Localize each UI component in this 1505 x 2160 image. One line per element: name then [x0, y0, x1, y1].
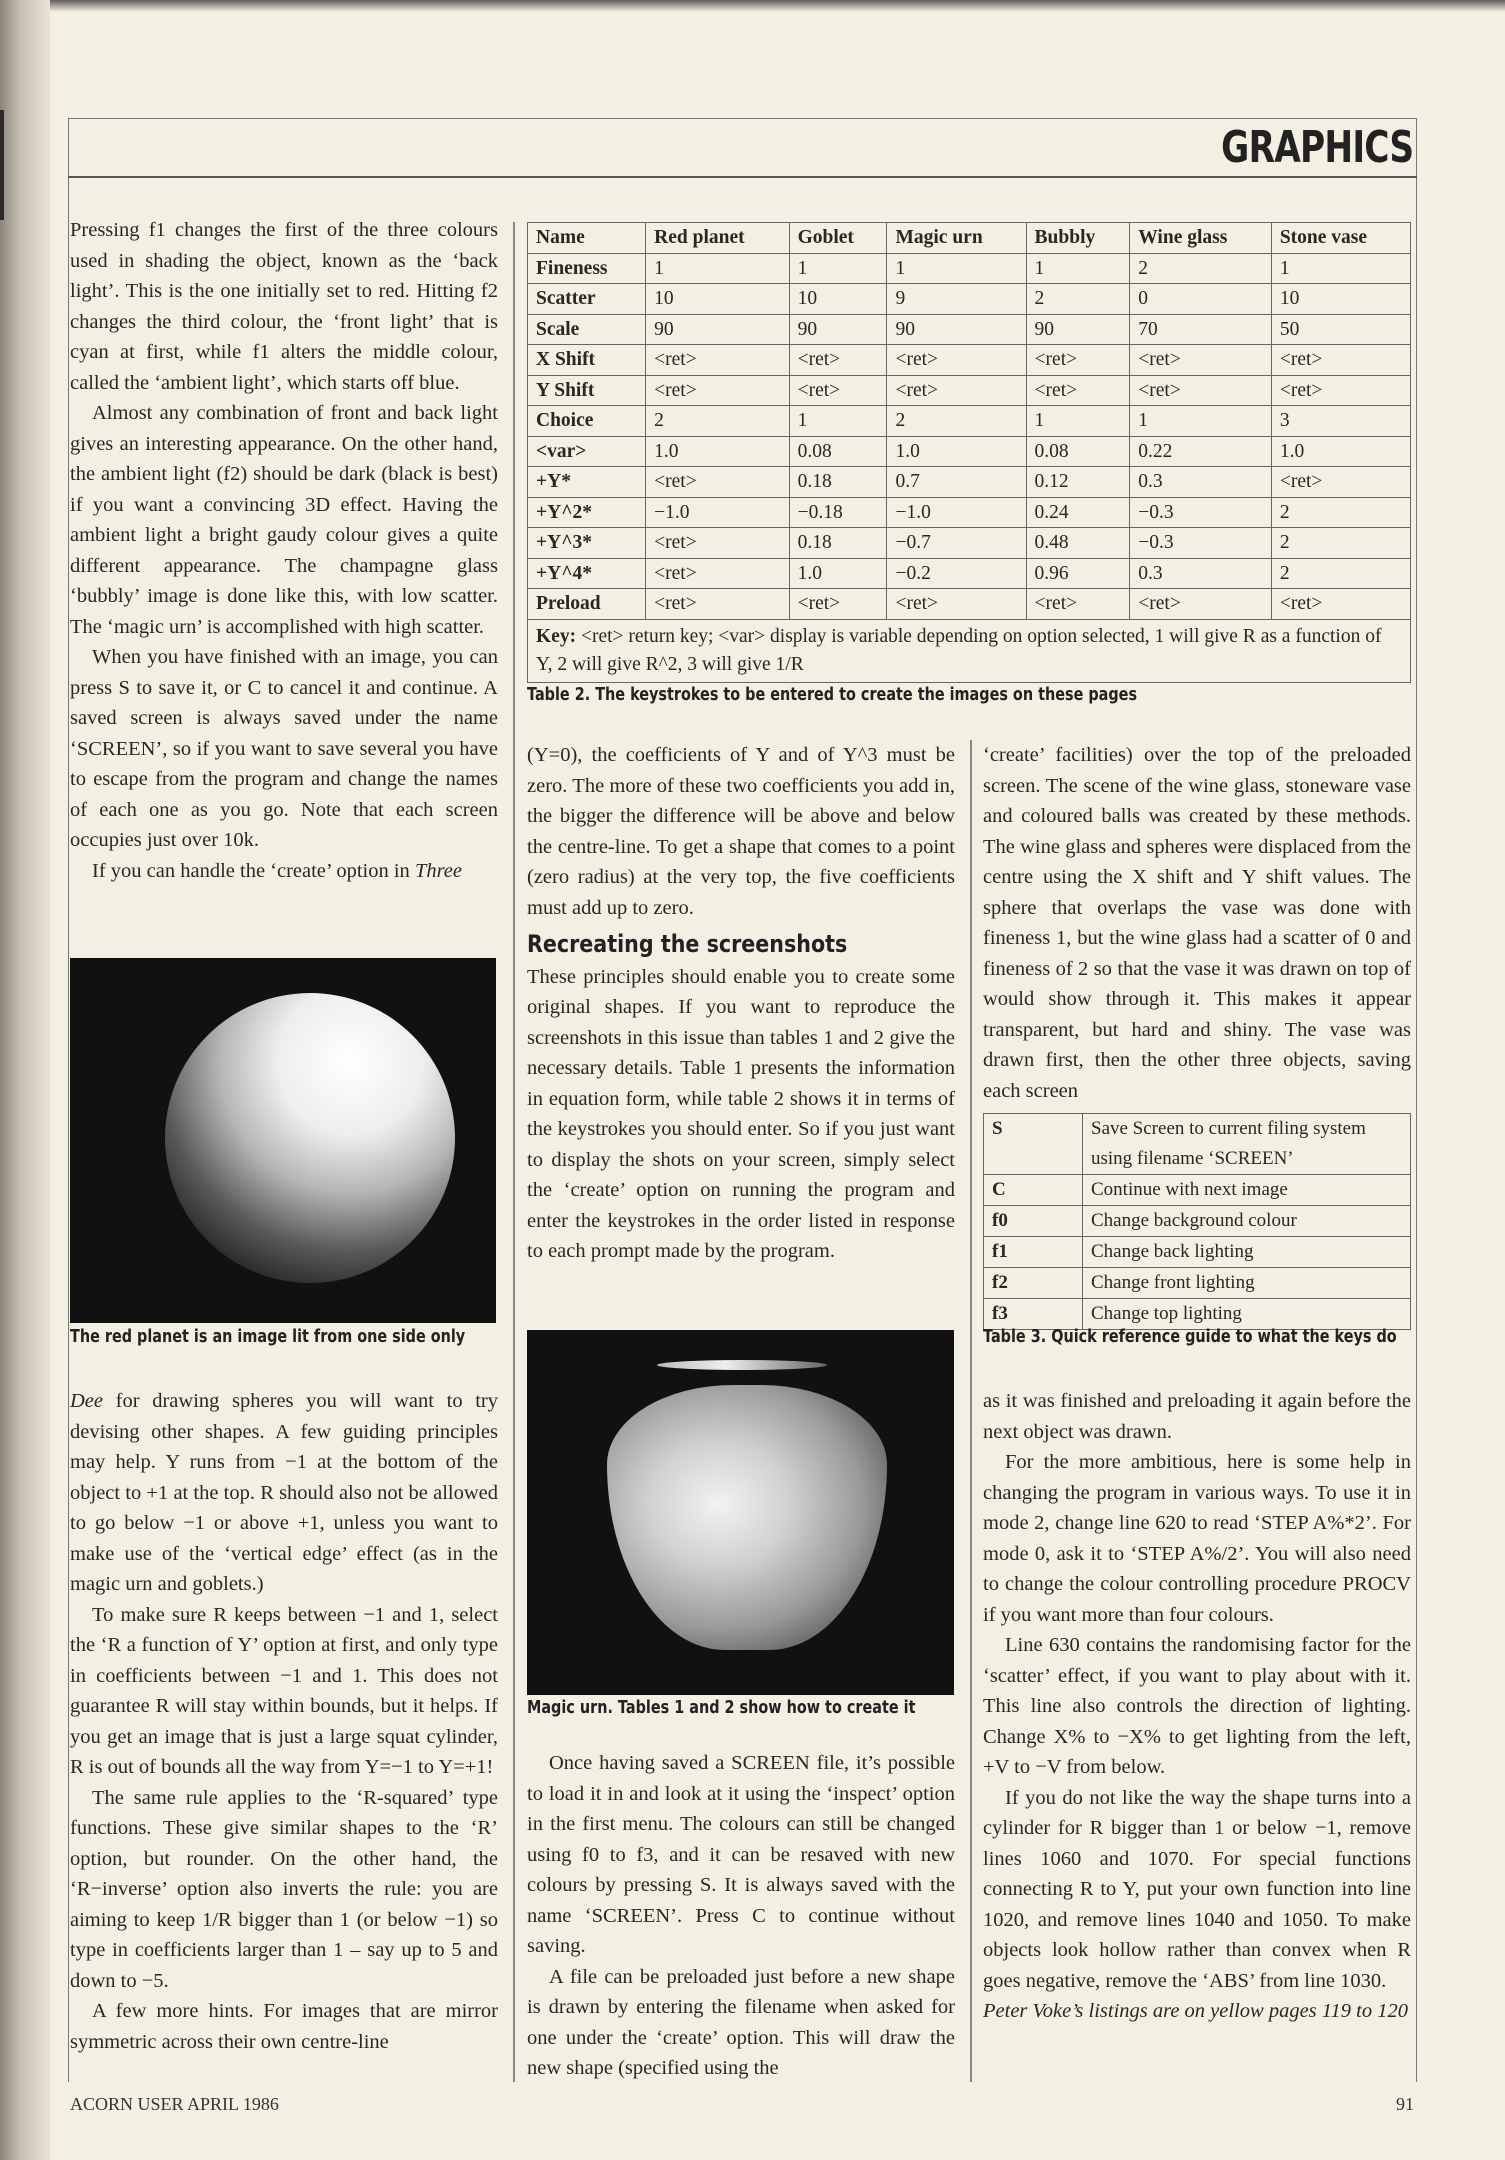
column-header: Wine glass	[1130, 223, 1272, 254]
red-planet-image	[70, 958, 496, 1323]
binding-spine	[0, 0, 50, 2160]
table-cell: 10	[789, 284, 887, 315]
table-cell: 90	[1026, 314, 1130, 345]
table-cell: 1.0	[887, 436, 1026, 467]
table-cell: 0.12	[1026, 467, 1130, 498]
table-cell: 2	[1271, 558, 1410, 589]
row-header: Choice	[528, 406, 646, 437]
paragraph: To make sure R keeps between −1 and 1, select the ‘R a function of Y’ option at first, and only type in coefficients between −1 and 1. This does not guarantee R will stay within bounds, but it helps. If you get an image that is just a large squat cylinder, R is out of bounds all the way from Y=−1 to Y=+1!	[70, 1603, 498, 1778]
key-reference-table	[983, 1113, 1411, 1330]
paragraph: Line 630 contains the randomising factor for the ‘scatter’ effect, if you want to play about with it. This line also controls the direction of lighting. Change X% to −X% to get lighting from the left, +V to −V from below.	[983, 1634, 1411, 1778]
table-row	[528, 345, 1411, 376]
table-caption: Table 3. Quick reference guide to what the keys do	[983, 1326, 1397, 1347]
table-cell: 1	[1026, 406, 1130, 437]
row-header: Fineness	[528, 253, 646, 284]
row-header: +Y^2*	[528, 497, 646, 528]
key-name: C	[984, 1175, 1083, 1206]
column-header: Name	[528, 223, 646, 254]
column-header: Bubbly	[1026, 223, 1130, 254]
table-cell: 1	[789, 406, 887, 437]
spine-mark	[0, 110, 4, 220]
paragraph: These principles should enable you to create some original shapes. If you want to reproduce the screenshots in this issue than tables 1 and 2 give the necessary details. Table 1 presents the information in equation form, while table 2 shows it in terms of the keystrokes you should enter. So if you just want to display the shots on your screen, simply select the ‘create’ option on running the program and enter the keystrokes in the order listed in response to each prompt made by the program.	[527, 965, 955, 1262]
table-row	[528, 467, 1411, 498]
table-cell: 0.3	[1130, 558, 1272, 589]
figure-caption: Magic urn. Tables 1 and 2 show how to create it	[527, 1697, 916, 1718]
table-cell: 2	[1271, 528, 1410, 559]
row-header: Scale	[528, 314, 646, 345]
table-cell: 90	[789, 314, 887, 345]
table-key-row	[528, 619, 1411, 682]
table-cell: −0.3	[1130, 528, 1272, 559]
table-cell: <ret>	[887, 345, 1026, 376]
key-label: Key:	[536, 625, 577, 647]
key-name: f1	[984, 1237, 1083, 1268]
table-cell: −1.0	[646, 497, 789, 528]
table-header-row	[528, 223, 1411, 254]
paragraph: A file can be preloaded just before a new shape is drawn by entering the filename when asked for one under the ‘create’ option. This will draw the new shape (specified using the	[527, 1965, 955, 2079]
table-cell: −1.0	[887, 497, 1026, 528]
table-cell: 2	[887, 406, 1026, 437]
program-name: Dee	[70, 1390, 104, 1412]
table-cell: 1	[646, 253, 789, 284]
row-header: X Shift	[528, 345, 646, 376]
table-cell: 0.18	[789, 528, 887, 559]
text-run: for drawing spheres you will want to try devising other shapes. A few guiding principles may help. Y runs from −1 at the bottom of the object to +1 at the top. R should also not be allowed to go below −1 or above +1, unless you want to make use of the ‘vertical edge’ effect (as in the magic urn and goblets.)	[70, 1390, 498, 1595]
table-cell: 1	[887, 253, 1026, 284]
magic-urn-image	[527, 1330, 954, 1695]
table-caption: Table 2. The keystrokes to be entered to create the images on these pages	[527, 684, 1138, 705]
credit-text: Peter Voke’s listings are on yellow pages 119 to 120	[983, 2000, 1408, 2022]
table-cell: 2	[646, 406, 789, 437]
table-cell: 10	[1271, 284, 1410, 315]
paragraph: A few more hints. For images that are mirror symmetric across their own centre-line	[70, 2000, 498, 2053]
key-description: Change background colour	[1083, 1206, 1411, 1237]
key-name: S	[984, 1114, 1083, 1175]
table-row	[984, 1114, 1411, 1175]
table-cell: <ret>	[1130, 345, 1272, 376]
table-row	[528, 558, 1411, 589]
table-cell: 0.22	[1130, 436, 1272, 467]
table-cell: 9	[887, 284, 1026, 315]
paragraph: Once having saved a SCREEN file, it’s possible to load it in and look at it using the ‘inspect’ option in the first menu. The colours can still be changed using f0 to f3, and it can be resaved with new colours by pressing S. It is always saved with the name ‘SCREEN’. Press C to continue without saving.	[527, 1752, 955, 1957]
table-row	[528, 284, 1411, 315]
paragraph: When you have finished with an image, you can press S to save it, or C to cancel it and continue. A saved screen is always saved under the name ‘SCREEN’, so if you want to save several you have to escape from the program and change the names of each one as you go. Note that each screen occupies just over 10k.	[70, 646, 498, 851]
page-top-edge	[50, 0, 1505, 12]
table-cell: <ret>	[1271, 589, 1410, 620]
key-name: f0	[984, 1206, 1083, 1237]
urn-rim	[657, 1360, 827, 1370]
table-cell: <ret>	[646, 558, 789, 589]
table-cell: <ret>	[1026, 589, 1130, 620]
table-cell: 0	[1130, 284, 1272, 315]
key-description: Change top lighting	[1083, 1299, 1411, 1330]
key-name: f3	[984, 1299, 1083, 1330]
column-header: Goblet	[789, 223, 887, 254]
column-rule	[513, 222, 515, 2082]
figure-caption: The red planet is an image lit from one side only	[70, 1326, 466, 1347]
key-name: f2	[984, 1268, 1083, 1299]
table-cell: 2	[1130, 253, 1272, 284]
column-rule	[970, 740, 972, 2082]
table-cell: 1	[1026, 253, 1130, 284]
table-cell: 0.18	[789, 467, 887, 498]
table-cell: <ret>	[887, 589, 1026, 620]
table-row	[528, 436, 1411, 467]
table-cell: <ret>	[646, 345, 789, 376]
key-description: Change back lighting	[1083, 1237, 1411, 1268]
table-cell: −0.2	[887, 558, 1026, 589]
program-name: Three	[414, 859, 463, 882]
author-credit	[983, 1996, 1411, 2027]
table-cell: 0.24	[1026, 497, 1130, 528]
row-header: +Y*	[528, 467, 646, 498]
table-cell: <ret>	[887, 375, 1026, 406]
paragraph: If you do not like the way the shape turns into a cylinder for R bigger than 1 or below −1, remove lines 1060 and 1070. For special functions connecting R to Y, put your own function into line 1020, and remove lines 1040 and 1050. To make objects look hollow rather than convex when R goes negative, remove the ‘ABS’ from line 1030.	[983, 1786, 1411, 1992]
table-cell: 0.7	[887, 467, 1026, 498]
table-cell: 70	[1130, 314, 1272, 345]
table-cell: −0.7	[887, 528, 1026, 559]
column-3	[983, 740, 1411, 1106]
table-cell: 1.0	[789, 558, 887, 589]
column-1-continued	[70, 1386, 498, 2057]
text-run: If you can handle the ‘create’ option in	[92, 859, 415, 882]
table-cell: 1.0	[1271, 436, 1410, 467]
table-cell: <ret>	[789, 589, 887, 620]
table-cell: 90	[887, 314, 1026, 345]
row-header: +Y^4*	[528, 558, 646, 589]
table-cell: <ret>	[646, 589, 789, 620]
table-cell: 1.0	[646, 436, 789, 467]
table-cell: 0.08	[789, 436, 887, 467]
table-row	[528, 253, 1411, 284]
table-cell: 1	[789, 253, 887, 284]
table-row	[984, 1268, 1411, 1299]
table-key	[528, 619, 1411, 682]
table-row	[984, 1299, 1411, 1330]
header-rule	[68, 176, 1417, 178]
table-cell: 0.3	[1130, 467, 1272, 498]
urn-body	[607, 1385, 887, 1650]
table-row	[528, 375, 1411, 406]
key-description: Change front lighting	[1083, 1268, 1411, 1299]
table-cell: <ret>	[1271, 375, 1410, 406]
table-row	[984, 1206, 1411, 1237]
table-cell: <ret>	[1026, 375, 1130, 406]
row-header: Y Shift	[528, 375, 646, 406]
table-cell: 90	[646, 314, 789, 345]
table-row	[528, 497, 1411, 528]
table-cell: <ret>	[1271, 345, 1410, 376]
paragraph: For the more ambitious, here is some help in changing the program in various ways. To use it in mode 2, change line 620 to read ‘STEP A%*2’. For mode 0, ask it to ‘STEP A%/2’. You will also need to change the colour controlling procedure PROCV if you want more than four colours.	[983, 1451, 1411, 1626]
table-cell: <ret>	[1130, 589, 1272, 620]
paragraph: ‘create’ facilities) over the top of the preloaded screen. The scene of the wine glass, stoneware vase and coloured balls was created by these methods. The wine glass and spheres were displaced from the centre using the X shift and Y shift values. The sphere that overlaps the vase was done with fineness 1, but the wine glass had a scatter of 0 and fineness of 2 so that the vase it was drawn on top of would show through it. This makes it appear transparent, but hard and shiny. The vase was drawn first, then the other three objects, saving each screen	[983, 744, 1411, 1102]
table-row	[528, 314, 1411, 345]
table-cell: 10	[646, 284, 789, 315]
table-cell: 2	[1271, 497, 1410, 528]
section-header: GRAPHICS	[1220, 122, 1413, 173]
row-header: <var>	[528, 436, 646, 467]
paragraph: The same rule applies to the ‘R-squared’ type functions. These give similar shapes to the ‘R’ option, but rounder. On the other hand, the ‘R−inverse’ option also inverts the rule: you are aiming to keep 1/R bigger than 1 (or below −1) so type in coefficients larger than 1 – say up to 5 and down to −5.	[70, 1786, 498, 1992]
table-cell: 50	[1271, 314, 1410, 345]
key-text: <ret> return key; <var> display is variable depending on option selected, 1 will give R as a function of Y, 2 will give R^2, 3 will give 1/R	[536, 625, 1382, 675]
table-row	[528, 406, 1411, 437]
subheading: Recreating the screenshots	[527, 930, 848, 958]
row-header: +Y^3*	[528, 528, 646, 559]
table-row	[984, 1237, 1411, 1268]
column-header: Stone vase	[1271, 223, 1410, 254]
column-2	[527, 740, 955, 1267]
table-cell: 0.08	[1026, 436, 1130, 467]
row-header: Scatter	[528, 284, 646, 315]
key-description: Continue with next image	[1083, 1175, 1411, 1206]
table-cell: <ret>	[1026, 345, 1130, 376]
column-header: Red planet	[646, 223, 789, 254]
table-cell: <ret>	[646, 467, 789, 498]
table-cell: <ret>	[1130, 375, 1272, 406]
table-cell: 3	[1271, 406, 1410, 437]
paragraph: Pressing f1 changes the first of the three colours used in shading the object, known as the ‘back light’. This is the one initially set to red. Hitting f2 changes the third colour, the ‘front light’ that is cyan at first, while f1 alters the middle colour, called the ‘ambient light’, which starts off blue.	[70, 219, 498, 394]
table-cell: 1	[1271, 253, 1410, 284]
table-cell: 0.48	[1026, 528, 1130, 559]
table-cell: 2	[1026, 284, 1130, 315]
table-cell: −0.3	[1130, 497, 1272, 528]
column-2-continued	[527, 1748, 955, 2084]
table-cell: −0.18	[789, 497, 887, 528]
row-header: Preload	[528, 589, 646, 620]
table-cell: <ret>	[789, 345, 887, 376]
table-row	[984, 1175, 1411, 1206]
column-header: Magic urn	[887, 223, 1026, 254]
footer-magazine: ACORN USER APRIL 1986	[70, 2094, 279, 2114]
column-1	[70, 215, 498, 886]
table-cell: <ret>	[646, 375, 789, 406]
footer-page-number: 91	[1396, 2094, 1414, 2114]
key-description: Save Screen to current filing system using filename ‘SCREEN’	[1083, 1114, 1411, 1175]
paragraph	[70, 856, 498, 887]
table-cell: <ret>	[646, 528, 789, 559]
planet-sphere	[124, 958, 496, 1323]
paragraph: as it was finished and preloading it again before the next object was drawn.	[983, 1390, 1411, 1443]
table-cell: 1	[1130, 406, 1272, 437]
paragraph	[70, 1386, 498, 1600]
table-row	[528, 528, 1411, 559]
paragraph: (Y=0), the coefficients of Y and of Y^3 must be zero. The more of these two coefficients you add in, the bigger the difference will be above and below the centre-line. To get a shape that comes to a point (zero radius) at the very top, the five coefficients must add up to zero.	[527, 744, 955, 919]
table-cell: <ret>	[1271, 467, 1410, 498]
keystroke-table	[527, 222, 1411, 683]
table-cell: 0.96	[1026, 558, 1130, 589]
table-row	[528, 589, 1411, 620]
table-cell: <ret>	[789, 375, 887, 406]
column-3-continued	[983, 1386, 1411, 2027]
paragraph: Almost any combination of front and back light gives an interesting appearance. On the other hand, the ambient light (f2) should be dark (black is best) if you want a convincing 3D effect. Having the ambient light a bright gaudy colour gives a quite different appearance. The champagne glass ‘bubbly’ image is done like this, with low scatter. The ‘magic urn’ is accomplished with high scatter.	[70, 402, 498, 638]
